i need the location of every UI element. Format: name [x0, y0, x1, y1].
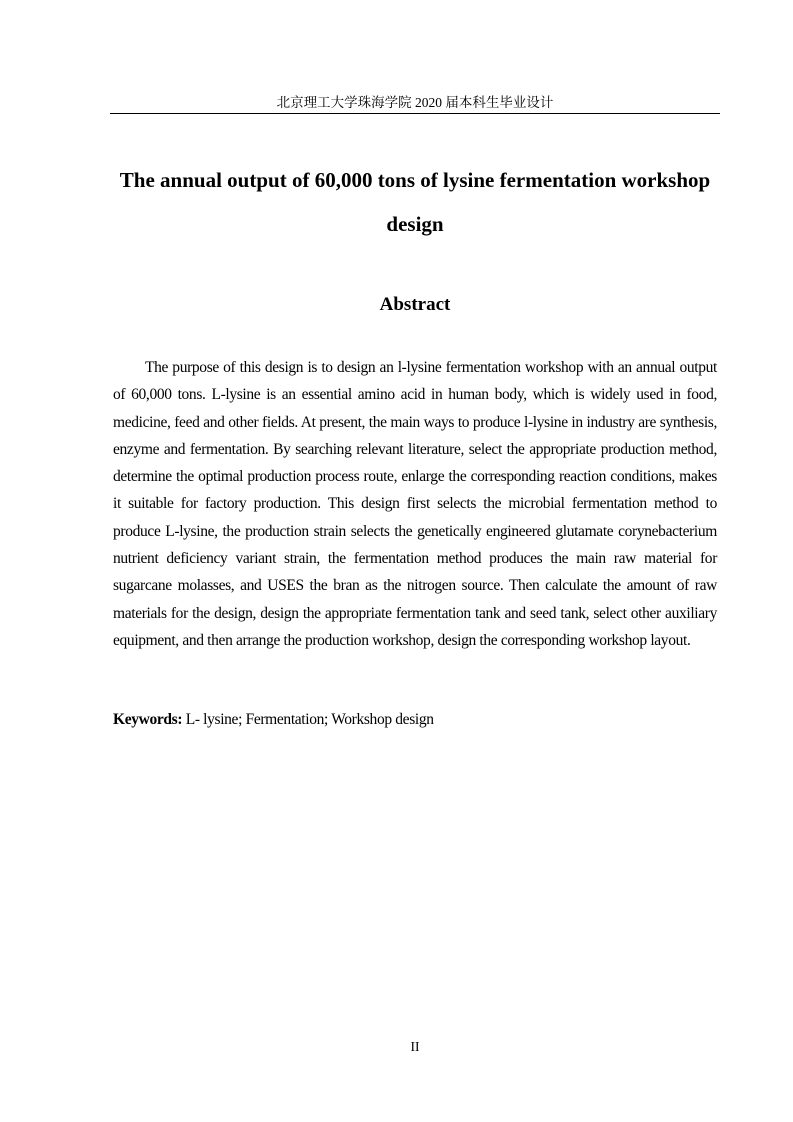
keywords-label: Keywords: — [113, 711, 183, 728]
abstract-heading: Abstract — [379, 294, 451, 315]
keywords-value: L- lysine; Fermentation; Workshop design — [182, 711, 434, 728]
page-header: 北京理工大学珠海学院 2020 届本科生毕业设计 — [110, 92, 720, 114]
document-title: The annual output of 60,000 tons of lysine fermentation workshop design — [119, 168, 711, 236]
keywords-line — [113, 707, 717, 733]
page-number: II — [410, 1039, 420, 1054]
abstract-body: The purpose of this design is to design an l-lysine fermentation workshop with an annual output of 60,000 tons. L-lysine is an essential amino acid in human body, which is widely used in food, medicine, feed and other fields. At present, the main ways to produce l-lysine in industry are synthesis, enzyme and fermentation. By searching relevant literature, select the appropriate production method, determine the optimal production process route, enlarge the corresponding reaction conditions, makes it suitable for factory production. This design first selects the microbial fermentation method to produce L-lysine, the production strain selects the genetically engineered glutamate corynebacterium nutrient deficiency variant strain, the fermentation method produces the main raw material for sugarcane molasses, and USES the bran as the nitrogen source. Then calculate the amount of raw materials for the design, design the appropriate fermentation tank and seed tank, select other auxiliary equipment, and then arrange the production workshop, design the corresponding workshop layout. — [113, 359, 717, 649]
